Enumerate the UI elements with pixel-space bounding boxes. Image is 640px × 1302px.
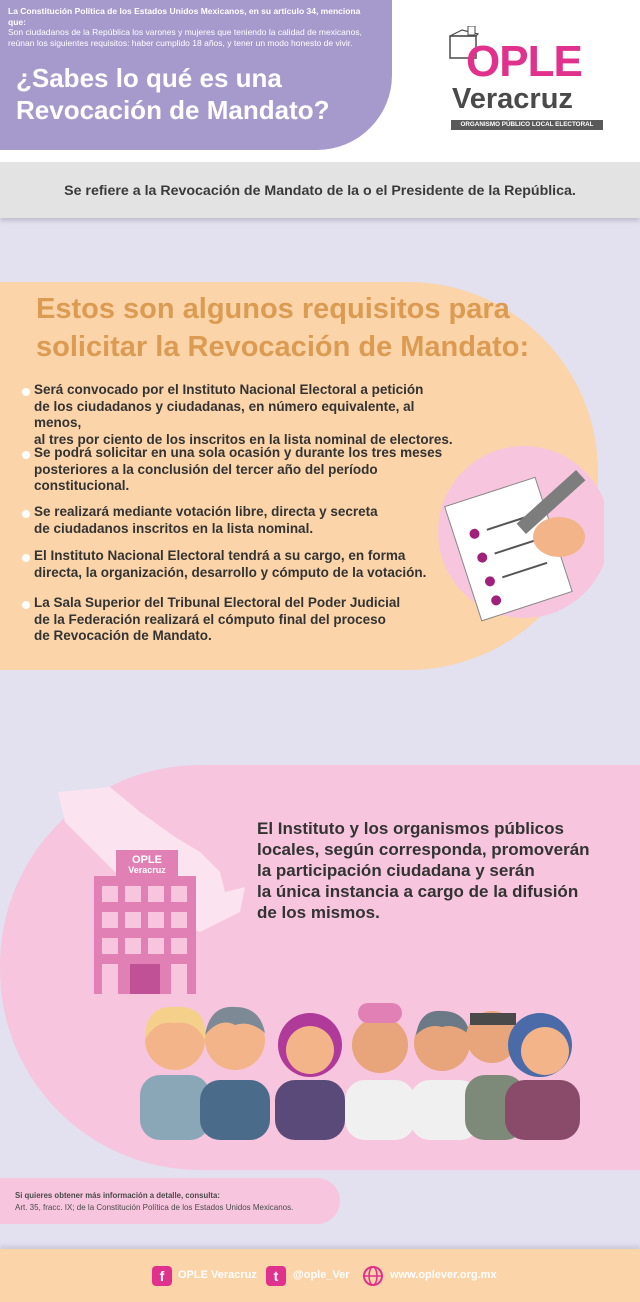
bullet-icon bbox=[22, 510, 30, 518]
title-line: Revocación de Mandato? bbox=[16, 95, 330, 125]
requirement-item bbox=[34, 595, 454, 645]
definition-text: Se refiere a la Revocación de Mandato de la o el Presidente de la República. bbox=[64, 183, 576, 199]
title-line: Estos son algunos requisitos para bbox=[36, 293, 510, 325]
twitter-icon[interactable]: t bbox=[266, 1266, 286, 1286]
requirement-item bbox=[34, 548, 454, 581]
twitter-link[interactable]: @ople_Ver bbox=[293, 1269, 350, 1281]
requirement-item bbox=[34, 445, 454, 495]
facebook-icon[interactable]: f bbox=[152, 1266, 172, 1286]
req-line: directa, la organización, desarrollo y cómputo de la votación. bbox=[34, 564, 427, 580]
facebook-link[interactable]: OPLE Veracruz bbox=[178, 1269, 257, 1281]
logo-subtitle: ORGANISMO PÚBLICO LOCAL ELECTORAL bbox=[451, 120, 603, 130]
req-line: La Sala Superior del Tribunal Electoral del Poder Judicial bbox=[34, 595, 401, 610]
more-info-reference: Art. 35, fracc. IX; de la Constitución Política de los Estados Unidos Mexicanos. bbox=[15, 1203, 294, 1212]
req-line: de los ciudadanos y ciudadanas, en número equivalente, al menos, bbox=[34, 398, 415, 430]
req-line: Se realizará mediante votación libre, directa y secreta bbox=[34, 504, 378, 519]
ballot-paper-illustration bbox=[434, 432, 604, 622]
req-line: El Instituto Nacional Electoral tendrá a su cargo, en forma bbox=[34, 548, 406, 563]
statement-line: la única instancia a cargo de la difusión bbox=[257, 882, 579, 901]
title-line: ¿Sabes lo qué es una bbox=[16, 63, 282, 93]
logo-veracruz: Veracruz bbox=[452, 83, 573, 115]
intro-line: reúnan los siguientes requisitos: haber cumplido 18 años, y tener un modo honesto de vivir. bbox=[8, 37, 353, 48]
more-info-box bbox=[0, 1178, 340, 1224]
statement-line: El Instituto y los organismos públicos bbox=[257, 819, 564, 838]
req-line: de la Federación realizará el cómputo final del proceso bbox=[34, 611, 386, 627]
page-title bbox=[16, 62, 386, 126]
statement-line: la participación ciudadana y serán bbox=[257, 861, 535, 880]
title-line: solicitar la Revocación de Mandato: bbox=[36, 331, 530, 363]
institute-statement bbox=[257, 818, 629, 923]
statement-line: de los mismos. bbox=[257, 903, 380, 922]
constitution-intro bbox=[8, 6, 378, 48]
citizens-group-illustration bbox=[130, 995, 610, 1140]
building-sign-ople: OPLE bbox=[132, 854, 162, 866]
req-line: al tres por ciento de los inscritos en la lista nominal de electores. bbox=[34, 431, 453, 447]
bullet-icon bbox=[22, 451, 30, 459]
bullet-icon bbox=[22, 601, 30, 609]
bullet-icon bbox=[22, 554, 30, 562]
req-line: posteriores a la conclusión del tercer año del período bbox=[34, 461, 378, 477]
building-sign-veracruz: Veracruz bbox=[128, 865, 166, 875]
mexico-map-building-illustration bbox=[40, 782, 260, 997]
website-link[interactable]: www.oplever.org.mx bbox=[390, 1269, 497, 1281]
globe-icon[interactable] bbox=[362, 1265, 384, 1287]
logo-ople: OPLE bbox=[466, 37, 582, 86]
req-line: Se podrá solicitar en una sola ocasión y durante los tres meses bbox=[34, 445, 443, 460]
requirement-item bbox=[34, 382, 454, 448]
intro-bold: La Constitución Política de los Estados Unidos Mexicanos, en su artículo 34, menciona que: bbox=[8, 6, 361, 27]
req-line: Será convocado por el Instituto Nacional Electoral a petición bbox=[34, 382, 424, 397]
more-info-label: Si quieres obtener más información a detalle, consulta: bbox=[15, 1191, 220, 1200]
req-line: constitucional. bbox=[34, 478, 130, 493]
requirements-title bbox=[36, 290, 556, 366]
req-line: de Revocación de Mandato. bbox=[34, 628, 212, 643]
bullet-icon bbox=[22, 388, 30, 396]
intro-line: Son ciudadanos de la República los varones y mujeres que teniendo la calidad de mexicanos, bbox=[8, 27, 362, 37]
req-line: de ciudadanos inscritos en la lista nominal. bbox=[34, 520, 314, 536]
statement-line: locales, según corresponda, promoverán bbox=[257, 840, 590, 859]
requirement-item bbox=[34, 504, 454, 537]
